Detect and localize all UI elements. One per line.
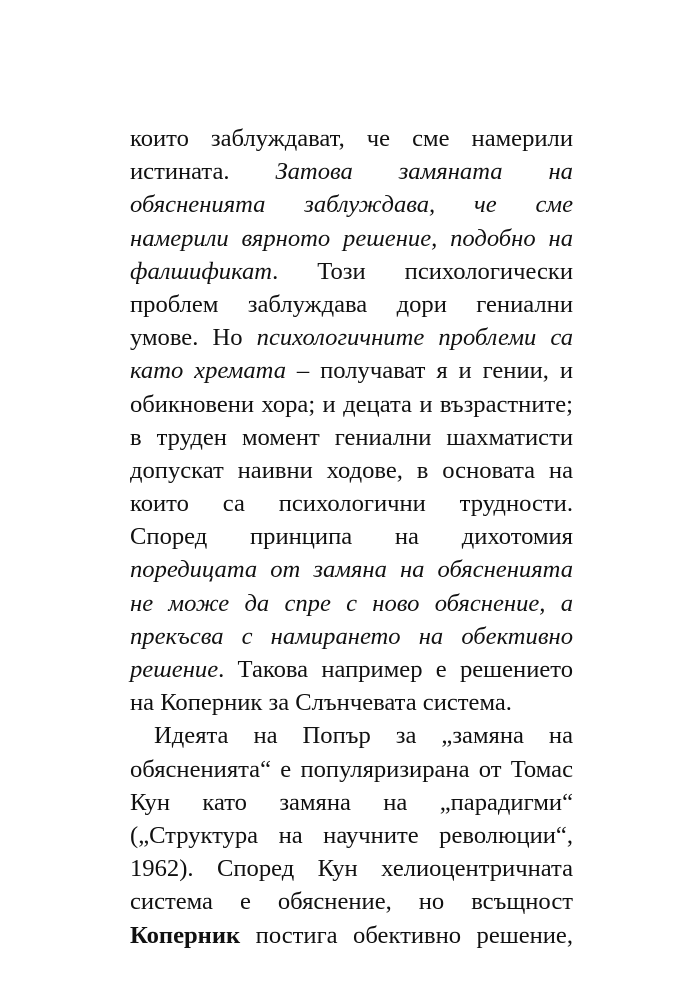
text-line [130,520,573,553]
text-line [130,686,573,719]
text-line [130,388,573,421]
text-segment: които са психологични трудности. [130,490,573,518]
text-line [130,620,573,653]
text-line [130,188,573,221]
text-line [130,653,573,686]
text-segment: система е обяснение, но всъщност [130,888,573,916]
body-text [130,122,573,952]
italic-text: психологичните проблеми са [256,324,573,352]
text-segment: истината. [130,158,276,186]
text-segment: . Този психологически [272,257,573,285]
text-segment: постига обективно решение, [240,921,573,949]
text-segment: умове. Но [130,324,257,352]
italic-text: фалшификат [130,257,273,285]
text-segment: допускат наивни ходове, в основата на [130,456,573,484]
text-line [130,587,573,620]
italic-text: прекъсва с намирането на обективно [130,622,573,650]
text-segment: обясненията“ е популяризирана от Томас [130,755,573,783]
text-segment: . Такова например е решението [218,656,573,683]
text-segment: в труден момент гениални шахматисти [130,423,573,451]
italic-text: Затова замяната на [275,158,573,186]
text-segment: проблем заблуждава дори гениални [130,290,573,318]
text-line [130,155,573,188]
text-line [130,487,573,520]
text-segment: – получават я и гении, и [286,357,573,385]
text-segment: („Структура на научните революции“, [130,821,573,849]
text-line [130,255,573,288]
text-line [130,786,573,819]
italic-text: обясненията заблуждава, че сме [130,191,573,219]
text-line [130,321,573,354]
text-line [130,852,573,885]
text-segment: на Коперник за Слънчевата система. [130,689,512,717]
italic-text: решение [130,656,219,683]
italic-text: като хремата [130,357,287,385]
text-line [130,919,573,952]
text-line [130,885,573,918]
text-segment: 1962). Според Кун хелиоцентричната [130,855,573,883]
text-line [130,421,573,454]
text-segment: Идеята на Попър за „замяна на [154,722,573,750]
italic-text: намерили вярното решение, подобно на [130,224,573,252]
text-segment: Кун като замяна на „парадигми“ [130,788,573,816]
text-line [130,288,573,321]
italic-text: не може да спре с ново обяснение, а [130,589,573,617]
text-line [130,719,573,752]
text-segment: обикновени хора; и децата и възрастните; [130,390,573,418]
text-line [130,819,573,852]
text-line [130,753,573,786]
text-segment: които заблуждават, че сме намерили [130,125,573,152]
text-line [130,222,573,255]
text-line [130,454,573,487]
text-segment: Според принципа на дихотомия [130,523,573,551]
italic-text: поредицата от замяна на обясненията [130,556,573,584]
text-line [130,122,573,155]
bold-text: Коперник [130,921,241,949]
text-line [130,354,573,387]
text-line [130,553,573,586]
